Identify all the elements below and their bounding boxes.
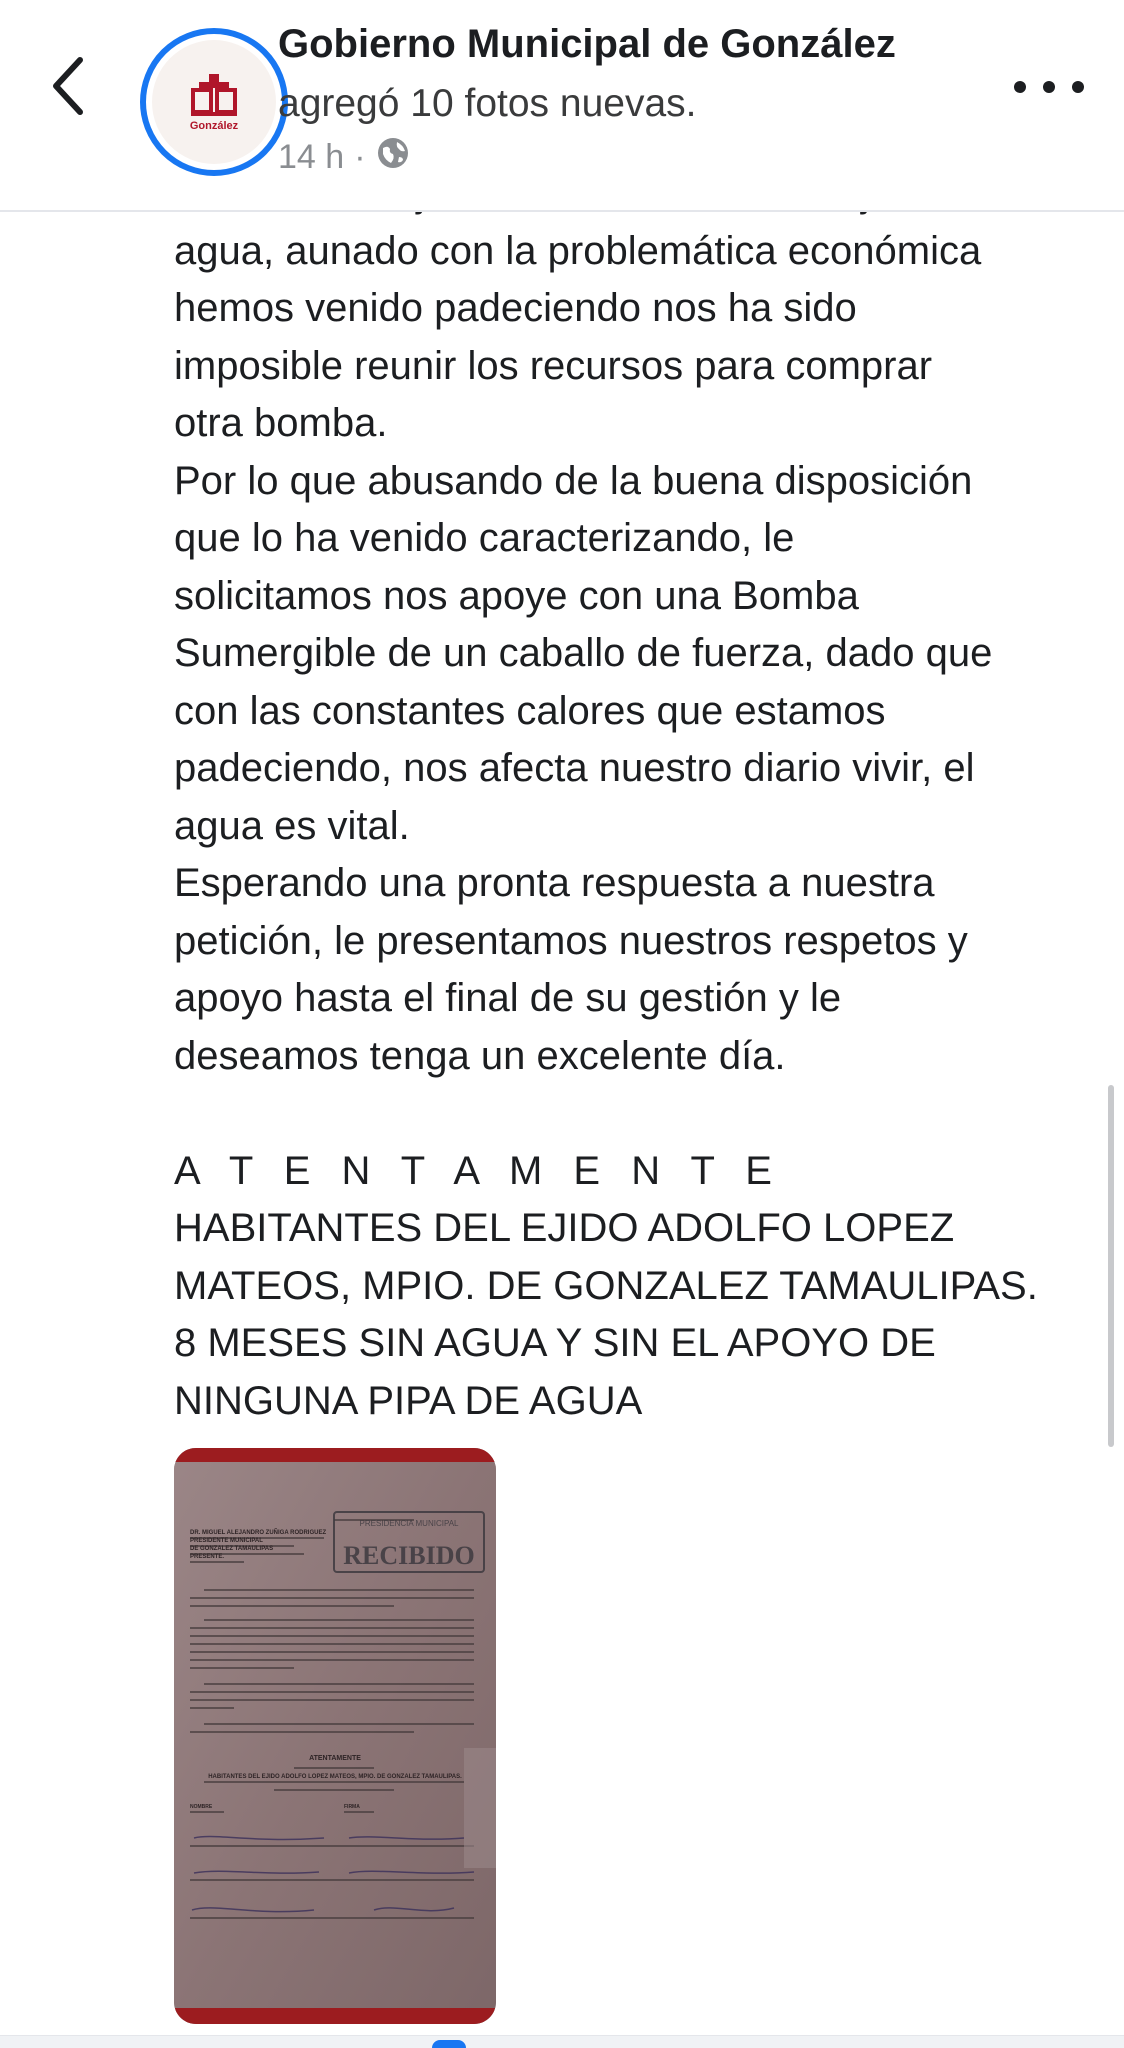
- doc-addressee: DR. MIGUEL ALEJANDRO ZUÑIGA RODRIGUEZ: [190, 1530, 327, 1536]
- back-button[interactable]: [38, 48, 98, 128]
- chevron-left-icon: [48, 54, 88, 123]
- doc-closing: ATENTAMENTE: [309, 1755, 361, 1762]
- post-timestamp[interactable]: 14 h: [278, 138, 345, 176]
- received-stamp: RECIBIDO: [343, 1541, 475, 1570]
- doc-col-name: NOMBRE: [190, 1804, 213, 1810]
- post-header: [0, 0, 1124, 212]
- post-meta: [278, 136, 410, 179]
- caption-signature: HABITANTES DEL EJIDO ADOLFO LOPEZ MATEOS, MPIO. DE GONZALEZ TAMAULIPAS. 8 MESES SIN AGUA Y SIN EL APOYO DE NINGUNA PIPA DE AGUA: [174, 1206, 1038, 1423]
- building-logo-icon: [187, 72, 241, 118]
- scrollbar-thumb[interactable]: [1108, 1085, 1114, 1447]
- caption-paragraph: Por lo que abusando de la buena disposición que lo ha venido caracterizando, le solicitamos nos apoye con una Bomba Sumergible de un caballo de fuerza, dado que con las constantes calores que estamos padeciendo, nos afecta nuestro diario vivir, el agua es vital.: [174, 458, 993, 848]
- more-dot: [1014, 81, 1026, 93]
- globe-icon[interactable]: [376, 136, 410, 179]
- municipal-logo: [152, 40, 276, 164]
- doc-signers: HABITANTES DEL EJIDO ADOLFO LOPEZ MATEOS, MPIO. DE GONZALEZ TAMAULIPAS.: [208, 1774, 462, 1780]
- reaction-indicator: [432, 2040, 466, 2048]
- paragraph-spacer: [174, 1085, 1094, 1143]
- doc-col-sign: FIRMA: [344, 1804, 360, 1810]
- logo-text: González: [189, 120, 239, 132]
- photo-frame-top: [174, 1448, 496, 1462]
- doc-place: DE GONZALEZ TAMAULIPAS: [190, 1546, 274, 1552]
- caption-paragraph: Esperando una pronta respuesta a nuestra petición, le presentamos nuestros respetos y apoyo hasta el final de su gestión y le deseamos tenga un excelente día.: [174, 861, 968, 1078]
- bottom-bar: [0, 2035, 1124, 2048]
- caption-closing: A T E N T A M E N T E: [174, 1148, 782, 1193]
- post-caption: [174, 165, 1094, 1430]
- stamp-header: PRESIDENCIA MUNICIPAL: [359, 1519, 459, 1528]
- more-options-button[interactable]: [1014, 62, 1084, 112]
- page-avatar[interactable]: [140, 28, 288, 176]
- document-photo: [174, 1448, 496, 2024]
- more-dot: [1043, 81, 1055, 93]
- page-name-link[interactable]: Gobierno Municipal de González: [278, 22, 896, 66]
- meta-separator: ·: [354, 138, 366, 176]
- caption-paragraph: agua, aunado con la problemática económica hemos venido padeciendo nos ha sido imposible reunir los recursos para comprar otra bomba.: [174, 228, 982, 445]
- photo-frame-bottom: [174, 2008, 496, 2024]
- doc-role: PRESIDENTE MUNICIPAL: [190, 1538, 263, 1544]
- doc-present: PRESENTE.: [190, 1554, 225, 1560]
- more-dot: [1072, 81, 1084, 93]
- post-action-text: agregó 10 fotos nuevas.: [278, 82, 697, 125]
- post-photo[interactable]: [174, 1448, 496, 2024]
